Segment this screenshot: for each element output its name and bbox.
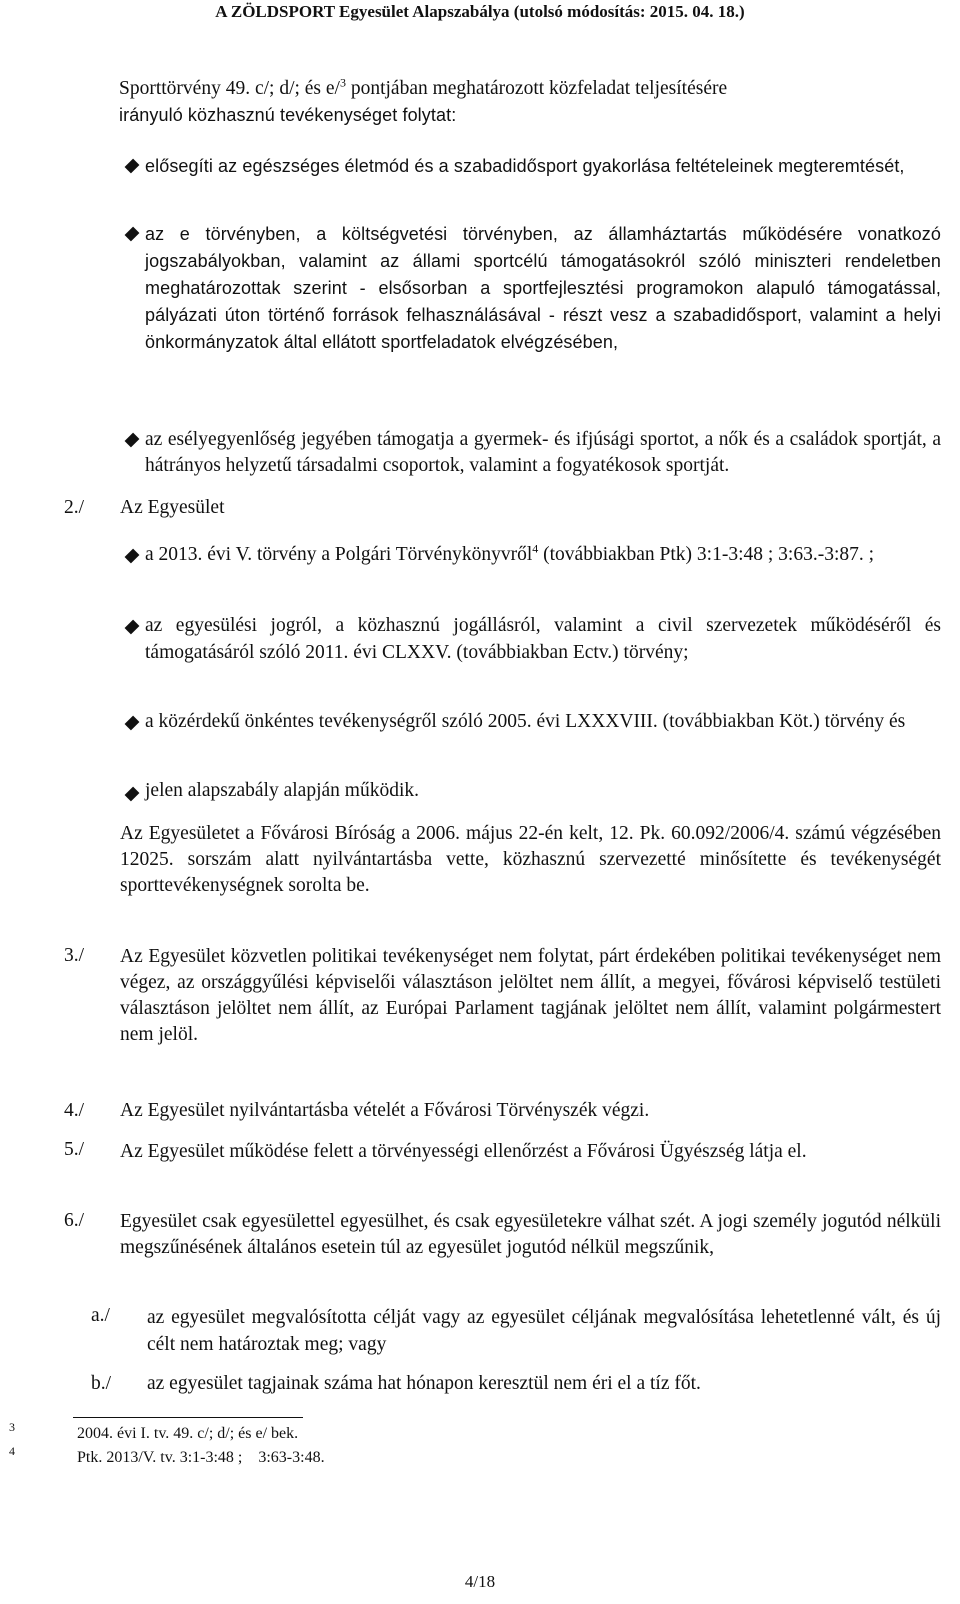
section-number: 6./ [64, 1210, 85, 1231]
section-text: Egyesület csak egyesülettel egyesülhet, és csak egyesületekre válhat szét. A jogi személy jogutód nélküli megszűnésének általános esetein túl az egyesület jogutód nélkül megszűnik, [120, 1211, 941, 1258]
footnote-number: 4 [9, 1444, 15, 1458]
section-number: 5./ [64, 1139, 85, 1160]
bullet-icon [125, 159, 140, 174]
section-text: Az Egyesület nyilvántartásba vételét a Fővárosi Törvényszék végzi. [120, 1100, 650, 1121]
list-item: az esélyegyenlőség jegyében támogatja a gyermek- és ifjúsági sportot, a nők és a családok sportját, a hátrányos helyzetű társadalmi csoportok, valamint a fogyatékosok sportját. [145, 429, 941, 476]
list-item: az e törvényben, a költségvetési törvényben, az államháztartás működésére vonatkozó jogszabályokban, valamint az állami sportcélú támogatásokról szóló miniszteri rendeletben meghatározottak szerint - elsősorban a sportfejlesztési programokon alapuló támogatással, pályázati úton történő források felhasználásával - részt vesz a szabadidősport, valamint a helyi önkormányzatok által ellátott sportfeladatok elvégzésében, [145, 224, 941, 352]
footnote-ref-4: 4 [532, 541, 539, 556]
bullet-icon [125, 549, 140, 564]
subitem-label: b./ [91, 1373, 112, 1394]
bullet-icon [125, 433, 140, 448]
subitem-text: az egyesület tagjainak száma hat hónapon keresztül nem éri el a tíz főt. [147, 1373, 701, 1394]
bullet-icon [125, 787, 140, 802]
section-number: 3./ [64, 945, 85, 966]
list-item: a közérdekű önkéntes tevékenységről szóló 2005. évi LXXXVIII. (továbbiakban Köt.) törvény és [145, 711, 906, 732]
section-title: Az Egyesület [120, 497, 225, 518]
list-item: a 2013. évi V. törvény a Polgári Törvénykönyvről$^4$ (továbbiakban Ptk) 3:1-3:48 ; 3:63.-3:87. ; [145, 541, 875, 565]
section-number: 4./ [64, 1100, 85, 1121]
registration-paragraph: Az Egyesületet a Fővárosi Bíróság a 2006. május 22-én kelt, 12. Pk. 60.092/2006/4. számú végzésében 12025. sorszám alatt nyilvántartásba vette, közhasznú szervezetté minősítette és tevékenységét sporttevékenységnek sorolta be. [120, 823, 941, 896]
page-number: 4/18 [464, 1572, 496, 1591]
list-item: az egyesülési jogról, a közhasznú jogállásról, valamint a civil szervezetek működéséről és támogatásáról szóló 2011. évi CLXXV. (továbbiakban Ectv.) törvény; [145, 615, 941, 663]
section-text: Az Egyesület közvetlen politikai tevékenységet nem folytat, párt érdekében politikai tevékenységet nem végez, az országgyűlési képviselői választáson jelöltet nem állít, a megyei, fővárosi képviselő testületi választáson jelöltet nem állít, az Európai Parlament tagjának jelöltet nem állít, valamint polgármestert nem jelöl. [120, 946, 941, 1045]
bullet-icon [125, 227, 140, 242]
bullet-icon [125, 716, 140, 731]
list-item: elősegíti az egészséges életmód és a szabadidősport gyakorlása feltételeinek megteremtését, [145, 156, 905, 176]
subitem-label: a./ [91, 1305, 110, 1326]
footnote-text: Ptk. 2013/V. tv. 3:1-3:48 ; 3:63-3:48. [77, 1449, 329, 1466]
footnote-number: 3 [9, 1420, 15, 1434]
footnote-text: 2004. évi I. tv. 49. c/; d/; és e/ bek. [77, 1425, 299, 1442]
footnote-separator [73, 1417, 303, 1418]
footnote-ref-3: 3 [339, 75, 346, 90]
intro-line-2: irányuló közhasznú tevékenységet folytat: [119, 105, 457, 125]
list-item: jelen alapszabály alapján működik. [145, 780, 419, 801]
bullet-icon [125, 620, 140, 635]
section-number: 2./ [64, 497, 85, 518]
section-text: Az Egyesület működése felett a törvényességi ellenőrzést a Fővárosi Ügyészség látja el. [120, 1141, 807, 1162]
document-header: A ZÖLDSPORT Egyesület Alapszabálya (utolsó módosítás: 2015. 04. 18.) [215, 2, 745, 21]
intro-line-1: Sporttörvény 49. c/; d/; és e/$^3$ pontjában meghatározott közfeladat teljesítésére [119, 75, 728, 99]
subitem-text: az egyesület megvalósította célját vagy az egyesület céljának megvalósítása lehetetlenné vált, és új célt nem határoztak meg; vagy [147, 1307, 941, 1355]
